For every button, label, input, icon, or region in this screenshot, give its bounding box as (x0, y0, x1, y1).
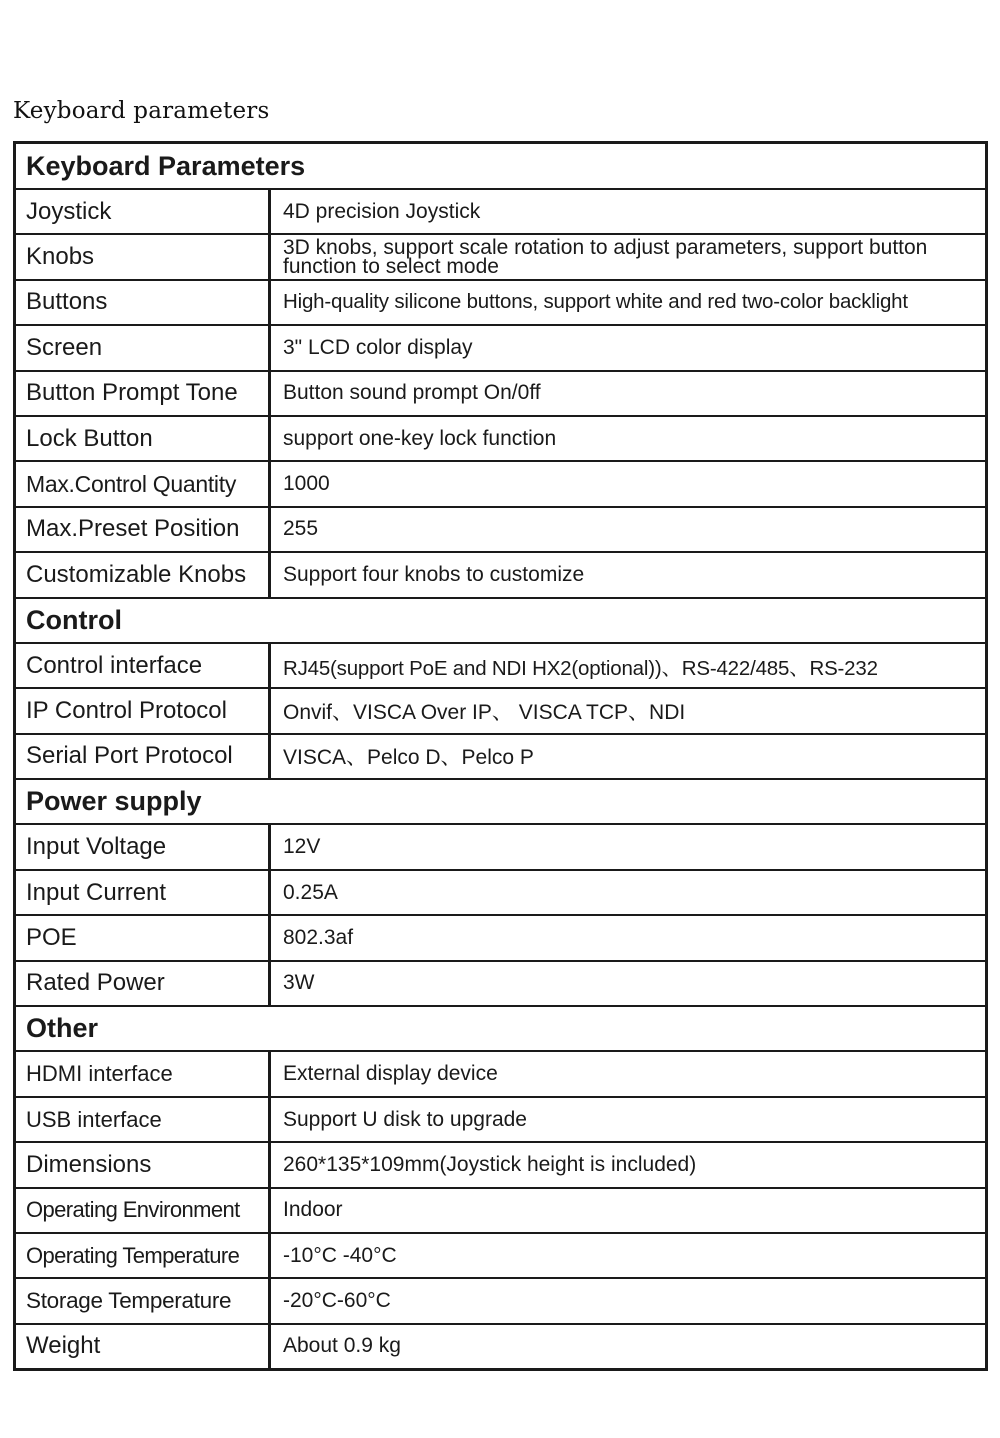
spec-label: Joystick (16, 190, 271, 233)
spec-value: 4D precision Joystick (283, 199, 481, 223)
spec-value: External display device (283, 1062, 498, 1086)
spec-value: Onvif、VISCA Over IP、 VISCA TCP、NDI (283, 700, 686, 724)
spec-value: VISCA、Pelco D、Pelco P (283, 746, 534, 770)
spec-value: Support U disk to upgrade (283, 1107, 527, 1131)
spec-label: POE (16, 916, 271, 959)
spec-value: -10°C -40°C (283, 1243, 397, 1267)
section-header-control (16, 597, 985, 642)
table-row (16, 823, 985, 868)
spec-label: Screen (16, 326, 271, 369)
spec-table (13, 141, 988, 1371)
table-row (16, 370, 985, 415)
section-header-power (16, 778, 985, 823)
spec-label: Lock Button (16, 417, 271, 460)
table-row (16, 914, 985, 959)
table-row (16, 279, 985, 324)
spec-value: 0.25A (283, 880, 338, 904)
table-row (16, 1187, 985, 1232)
table-row (16, 1232, 985, 1277)
spec-value: 3W (283, 971, 315, 995)
spec-value: 3" LCD color display (283, 335, 473, 359)
table-row (16, 506, 985, 551)
spec-value: RJ45(support PoE and NDI HX2(optional))、RS-422/485、RS-232 (283, 656, 878, 680)
spec-label: Button Prompt Tone (16, 372, 271, 415)
table-row (16, 233, 985, 278)
spec-label: Customizable Knobs (16, 553, 271, 596)
section-title: Other (26, 1013, 99, 1044)
spec-label: Rated Power (16, 962, 271, 1005)
spec-value: 260*135*109mm(Joystick height is included) (283, 1152, 697, 1176)
table-row (16, 1141, 985, 1186)
section-header-keyboard (16, 144, 985, 188)
spec-label: IP Control Protocol (16, 689, 271, 732)
spec-label: Input Current (16, 871, 271, 914)
spec-value: Indoor (283, 1198, 343, 1222)
spec-label: Serial Port Protocol (16, 735, 271, 778)
table-row (16, 324, 985, 369)
spec-value: High-quality silicone buttons, support white and red two-color backlight (283, 290, 908, 314)
section-title: Control (26, 604, 122, 635)
table-row (16, 1323, 985, 1368)
spec-label: Buttons (16, 281, 271, 324)
spec-label: Control interface (16, 644, 271, 687)
section-title: Keyboard Parameters (26, 150, 306, 181)
table-row (16, 687, 985, 732)
table-row (16, 869, 985, 914)
table-row (16, 460, 985, 505)
spec-value: About 0.9 kg (283, 1334, 401, 1358)
table-row (16, 188, 985, 233)
table-row (16, 642, 985, 687)
spec-label: Max.Control Quantity (16, 462, 271, 505)
spec-value: Button sound prompt On/0ff (283, 381, 541, 405)
spec-label: HDMI interface (16, 1052, 271, 1095)
spec-value: 802.3af (283, 925, 354, 949)
spec-value: -20°C-60°C (283, 1289, 391, 1313)
spec-label: Operating Temperature (16, 1234, 271, 1277)
spec-label: Operating Environment (16, 1189, 271, 1232)
section-header-other (16, 1005, 985, 1050)
spec-value: 12V (283, 835, 321, 859)
spec-label: Input Voltage (16, 825, 271, 868)
spec-value: 1000 (283, 472, 330, 496)
section-title: Power supply (26, 786, 202, 817)
page-heading: Keyboard parameters (13, 98, 270, 124)
spec-label: Weight (16, 1325, 271, 1368)
spec-label: Storage Temperature (16, 1279, 271, 1322)
spec-value: 255 (283, 517, 319, 541)
table-row (16, 1096, 985, 1141)
spec-value: support one-key lock function (283, 426, 557, 450)
table-row (16, 551, 985, 596)
spec-label: Max.Preset Position (16, 508, 271, 551)
table-row (16, 1050, 985, 1095)
spec-label: Knobs (16, 235, 271, 278)
spec-label: Dimensions (16, 1143, 271, 1186)
table-row (16, 733, 985, 778)
spec-value: Support four knobs to customize (283, 562, 585, 586)
spec-value: 3D knobs, support scale rotation to adjust parameters, support button function to select mode (283, 236, 928, 279)
table-row (16, 1277, 985, 1322)
spec-label: USB interface (16, 1098, 271, 1141)
table-row (16, 960, 985, 1005)
table-row (16, 415, 985, 460)
